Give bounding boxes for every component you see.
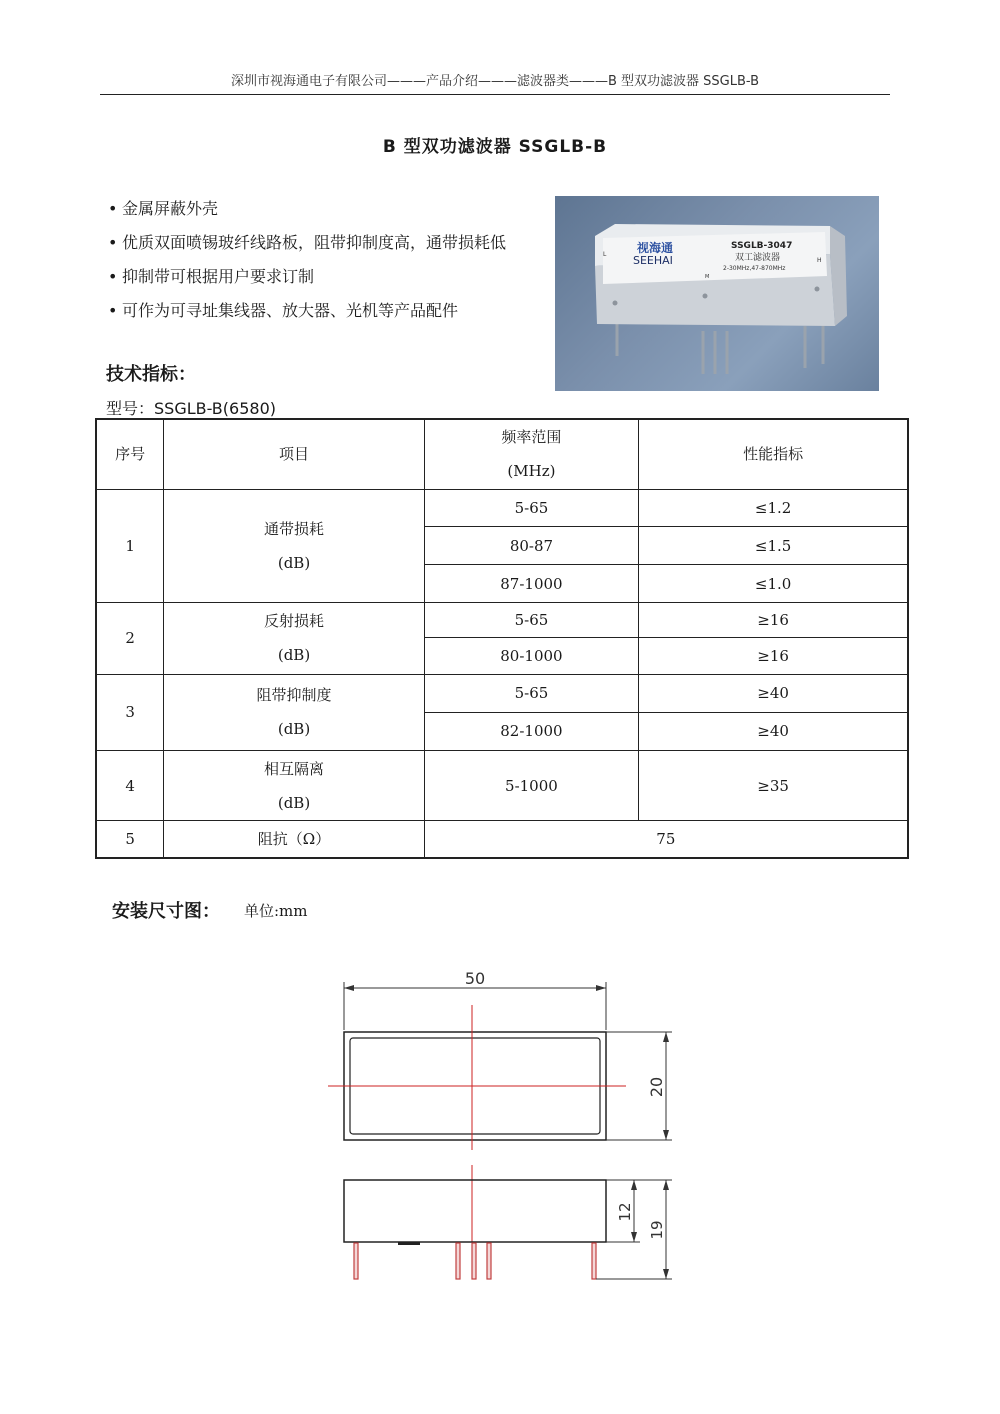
header-freq-unit: (MHz) [507,462,556,481]
row-freq: 87-1000 [424,565,639,603]
header-freq [424,419,639,489]
photo-name: 双工滤波器 [735,253,781,263]
table-row [96,603,908,638]
row-freq: 80-87 [424,526,639,564]
feature-item: • 优质双面喷锡玻纤线路板，阻带抑制度高，通带损耗低 [108,233,507,252]
row-freq: 5-65 [424,674,639,712]
product-photo [555,196,879,391]
model-line: 型号：SSGLB-B(6580) [106,399,276,418]
table-row [96,674,908,712]
header-rule [100,94,890,95]
photo-model: SSGLB-3047 [731,241,793,251]
row-perf: ≤1.2 [639,489,908,526]
row-item [164,674,424,750]
dimension-drawing-svg [300,960,720,1290]
row-item-unit: (dB) [277,720,311,739]
table-row [96,489,908,526]
row-item-label: 阻带抑制度 [256,686,332,705]
row-freq: 82-1000 [424,712,639,750]
row-freq: 5-1000 [424,750,639,820]
photo-label-h: H [817,257,822,264]
product-photo-illustration [555,196,879,391]
row-item-label: 相互隔离 [264,759,325,778]
table-row [96,821,908,858]
row-index: 4 [96,750,164,820]
total-height-dimension-label: 19 [648,1220,666,1240]
row-item [164,750,424,820]
row-index: 3 [96,674,164,750]
row-perf: ≥16 [639,638,908,674]
install-heading: 安装尺寸图： [112,901,220,922]
row-freq: 5-65 [424,489,639,526]
row-item [164,603,424,674]
document-title: B 型双功滤波器 SSGLB-B [382,137,608,157]
dimension-drawing [300,960,720,1290]
side-view-outline [344,1180,606,1242]
width-dimension-label: 50 [464,969,486,988]
spec-table [95,418,909,859]
row-perf: ≤1.5 [639,526,908,564]
body-height-dimension-label: 12 [616,1202,634,1222]
row-item-unit: (dB) [277,554,311,573]
row-perf: ≤1.0 [639,565,908,603]
row-item-unit: (dB) [277,793,311,812]
header-index: 序号 [96,419,164,489]
row-item-label: 通带损耗 [264,520,325,539]
row-impedance-value: 75 [424,821,908,858]
row-item-label: 反射损耗 [264,612,325,631]
height-dimension-label: 20 [647,1076,666,1098]
table-row [96,750,908,820]
feature-item: • 可作为可寻址集线器、放大器、光机等产品配件 [108,301,459,320]
row-index: 5 [96,821,164,858]
row-perf: ≥35 [639,750,908,820]
row-item [164,489,424,603]
feature-item: • 金属屏蔽外壳 [108,199,219,218]
side-view-pins [354,1243,596,1279]
photo-label-l: L [603,251,607,258]
table-header-row [96,419,908,489]
row-freq: 5-65 [424,603,639,638]
header-item: 项目 [164,419,424,489]
install-unit: 单位:mm [244,902,308,920]
photo-brand-cn: 视海通 [637,241,674,255]
photo-label-m: M [705,274,710,280]
row-item: 阻抗（Ω） [164,821,424,858]
row-perf: ≥40 [639,712,908,750]
row-perf: ≥16 [639,603,908,638]
row-freq: 80-1000 [424,638,639,674]
page-header: 深圳市视海通电子有限公司———产品介绍———滤波器类———B 型双功滤波器 SSGLB-B [230,74,760,89]
photo-spec: 2-30MHz,47-870MHz [723,265,786,272]
photo-brand-en: SEEHAI [633,254,673,267]
row-item-unit: (dB) [277,646,311,665]
row-perf: ≥40 [639,674,908,712]
row-index: 2 [96,603,164,674]
header-perf: 性能指标 [639,419,908,489]
row-index: 1 [96,489,164,603]
feature-item: • 抑制带可根据用户要求订制 [108,267,315,286]
spec-heading: 技术指标： [106,364,196,385]
header-freq-label: 频率范围 [501,428,562,447]
